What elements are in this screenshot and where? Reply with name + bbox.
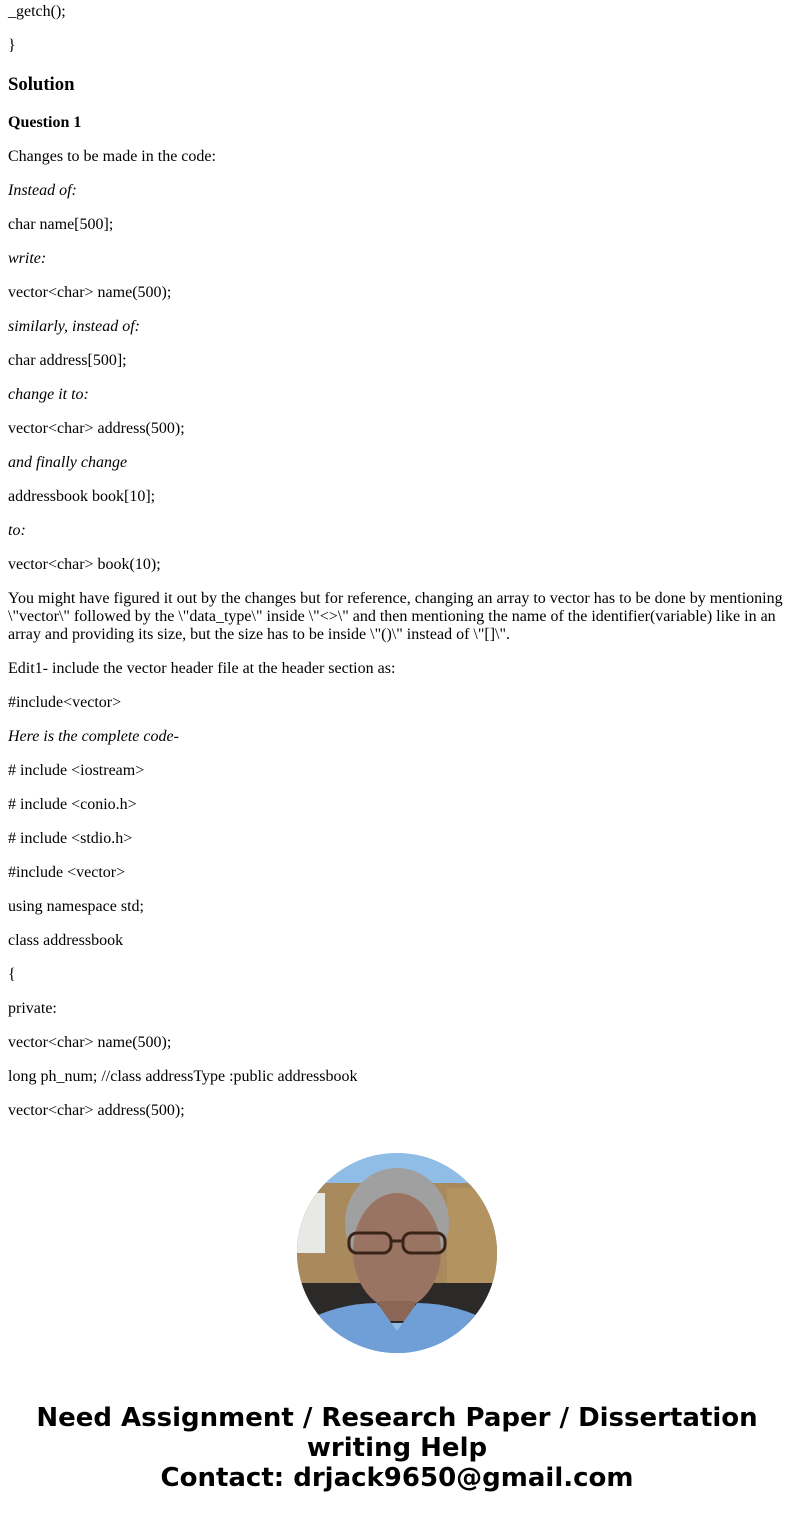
instruction-label: change it to: (8, 386, 89, 403)
code-line: char address[500]; (8, 352, 127, 369)
code-line: vector<char> address(500); (8, 1102, 185, 1119)
promo-contact: Contact: drjack9650@gmail.com (160, 1463, 634, 1493)
author-avatar (297, 1153, 497, 1353)
code-line: # include <iostream> (8, 762, 145, 779)
code-line: #include<vector> (8, 694, 122, 711)
question-heading: Question 1 (8, 114, 82, 131)
instruction-label: Here is the complete code- (8, 728, 179, 745)
code-line: { (8, 966, 16, 983)
code-line: #include <vector> (8, 864, 126, 881)
instruction-label: to: (8, 522, 26, 539)
code-line: using namespace std; (8, 898, 144, 915)
promo-banner (0, 1403, 794, 1493)
paragraph: Edit1- include the vector header file at the header section as: (8, 660, 396, 677)
code-line: # include <conio.h> (8, 796, 137, 813)
code-line: vector<char> name(500); (8, 1034, 172, 1051)
code-line: # include <stdio.h> (8, 830, 133, 847)
instruction-label: Instead of: (8, 182, 77, 199)
instruction-label: and finally change (8, 454, 128, 471)
instruction-label: write: (8, 250, 47, 267)
code-line: vector<char> address(500); (8, 420, 185, 437)
section-heading-solution: Solution (8, 74, 75, 95)
instruction-label: similarly, instead of: (8, 318, 140, 335)
paragraph: Changes to be made in the code: (8, 148, 216, 165)
code-line: vector<char> name(500); (8, 284, 172, 301)
portrait-image (297, 1153, 497, 1353)
code-line: char name[500]; (8, 216, 114, 233)
code-line: class addressbook (8, 932, 124, 949)
code-line: long ph_num; //class addressType :public addressbook (8, 1068, 358, 1085)
promo-line-2: writing Help (306, 1433, 488, 1463)
code-line: } (8, 37, 16, 54)
explanation-paragraph: You might have figured it out by the changes but for reference, changing an array to vector has to be done by mentioning \"vector\" followed by the \"data_type\" inside \"<>\" and then mentioning the name of the identifier(variable) like in an array and providing its size, but the size has to be inside \"()\" instead of \"[]\". (8, 590, 783, 643)
promo-line-1: Need Assignment / Research Paper / Dissertation (36, 1403, 758, 1433)
code-line: private: (8, 1000, 57, 1017)
code-line: vector<char> book(10); (8, 556, 161, 573)
code-line: addressbook book[10]; (8, 488, 156, 505)
code-line: _getch(); (8, 3, 66, 20)
